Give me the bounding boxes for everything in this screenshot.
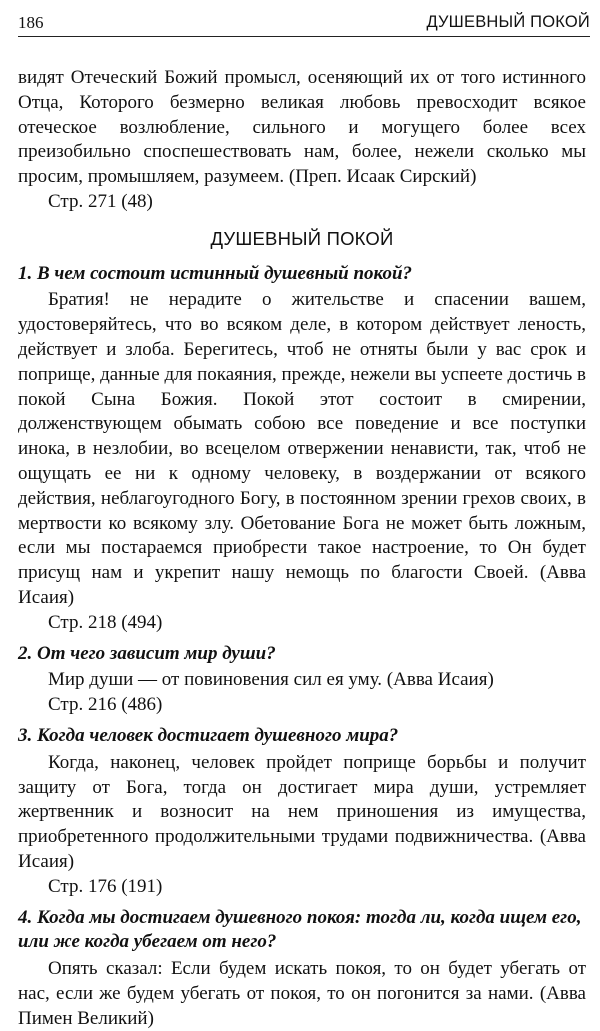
question-heading: 2. От чего зависит мир души? — [18, 642, 586, 667]
question-block-4 — [18, 906, 586, 1031]
question-heading: 1. В чем состоит истинный душевный покой? — [18, 262, 586, 287]
question-block-1 — [18, 262, 586, 636]
intro-reference: Стр. 271 (48) — [18, 190, 586, 215]
answer-paragraph: Мир души — от повиновения сил ея уму. (Авва Исаия) — [18, 668, 586, 693]
page-body — [18, 66, 586, 1031]
intro-paragraph: видят Отеческий Божий промысл, осеняющий их от того истинного Отца, Которого безмерно великая любовь превосходит всякое отеческое возлюбление, сильного и могущего более всех преизобильно споспешествовать нам, более, нежели сколько мы просим, промышляем, разумеем. (Преп. Исаак Сирский) — [18, 66, 586, 190]
answer-reference: Стр. 176 (191) — [18, 875, 586, 900]
section-title: ДУШЕВНЫЙ ПОКОЙ — [18, 227, 586, 252]
question-block-2 — [18, 642, 586, 718]
answer-paragraph: Опять сказал: Если будем искать покоя, то он будет убегать от нас, если же будем убегать от покоя, то он погонится за нами. (Авва Пимен Великий) — [18, 957, 586, 1031]
page-number: 186 — [18, 13, 44, 33]
question-heading: 4. Когда мы достигаем душевного покоя: тогда ли, когда ищем его, или же когда убегаем от него? — [18, 906, 586, 956]
answer-paragraph: Когда, наконец, человек пройдет поприще борьбы и получит защиту от Бога, тогда он достигает мира души, устремляет жертвенник и возносит на нем приношения из имущества, приобретенного продолжительными трудами подвижничества. (Авва Исаия) — [18, 751, 586, 875]
answer-reference: Стр. 216 (486) — [18, 693, 586, 718]
answer-paragraph: Братия! не нерадите о жительстве и спасении вашем, удостоверяйтесь, что во всяком деле, в котором действует леность, действует и злоба. Берегитесь, чтоб не отняты были у вас срок и поприще, данные для покаяния, прежде, нежели вы успеете достичь в покой Сына Божия. Покой этот состоит в смирении, долженствующем обымать собою все поведение и все поступки инока, в незлобии, во всецелом отвержении ненависти, так, чтоб не ощущать ее ни к одному человеку, в воздержании от всякого действия, неблагоугодного Богу, в постоянном зрении грехов своих, в мертвости ко всякому злу. Обетование Бога не может быть ложным, если мы постараемся приобрести такое настроение, то Он будет присущ нам и укрепит нашу немощь по благости Своей. (Авва Исаия) — [18, 288, 586, 610]
answer-reference: Стр. 218 (494) — [18, 611, 586, 636]
page-header — [18, 10, 590, 37]
question-block-3 — [18, 724, 586, 900]
question-heading: 3. Когда человек достигает душевного мира? — [18, 724, 586, 749]
running-title: ДУШЕВНЫЙ ПОКОЙ — [426, 13, 590, 32]
